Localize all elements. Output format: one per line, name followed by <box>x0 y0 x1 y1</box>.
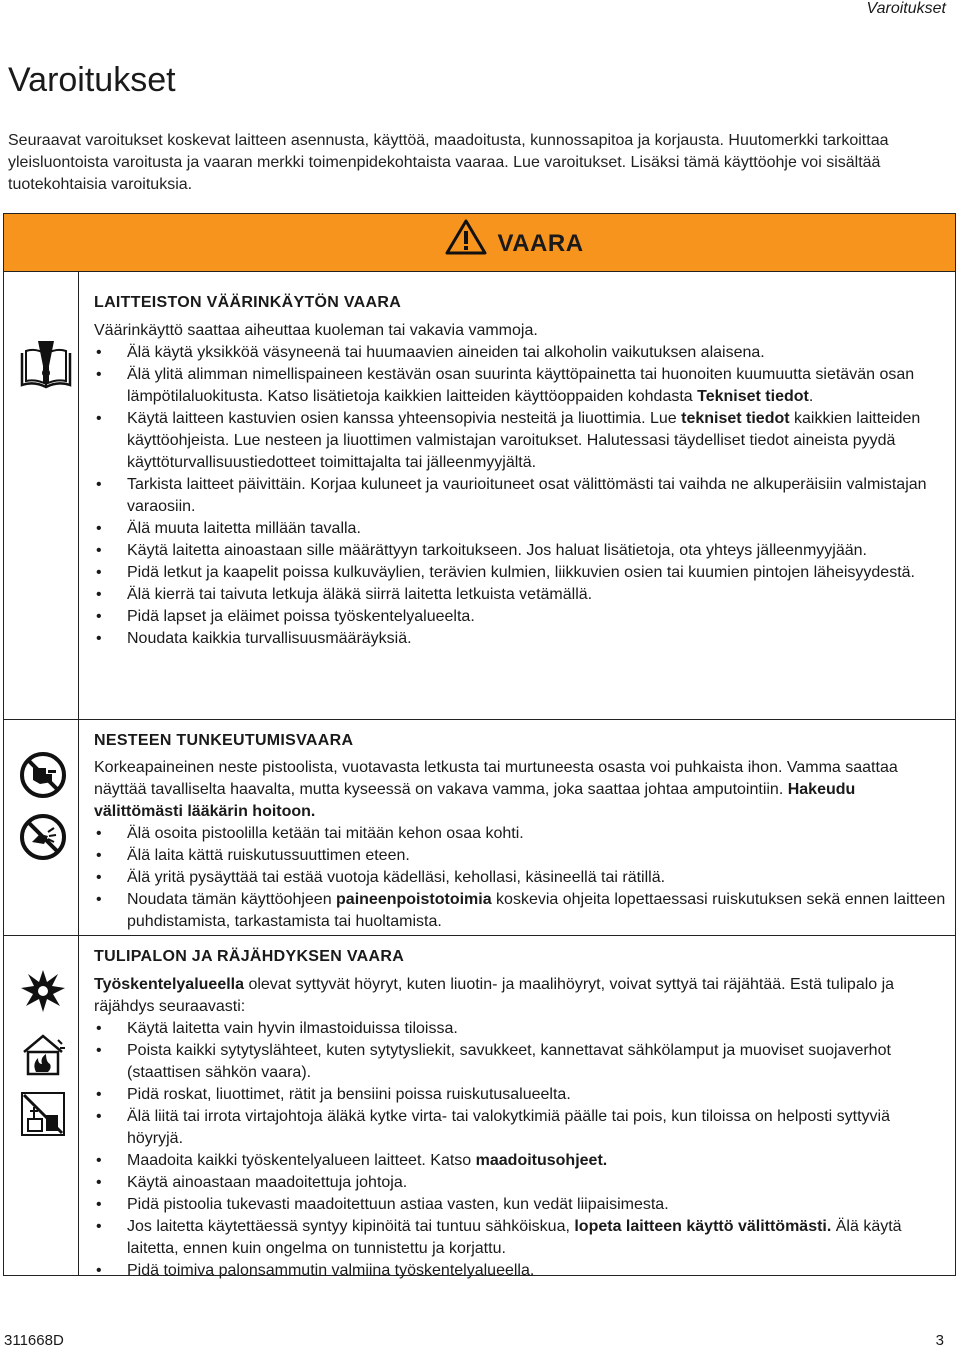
fire-icon-cell <box>4 936 79 1275</box>
list-item: • Noudata tämän käyttöohjeen paineenpoistotoimia koskevia ohjeita lopettaessasi ruiskutuksen sekä ennen laitteen puhdistamista, tarkastamista tai huoltamista. <box>94 889 947 933</box>
misuse-icon-cell <box>4 272 79 719</box>
list-item: • Pidä pistoolia tukevasti maadoitettuun astiaa vasten, kun vedät liipaisimesta. <box>94 1194 947 1216</box>
no-spray-at-body-icon <box>18 812 68 862</box>
fire-hazard-row <box>4 936 955 1279</box>
list-item: • Älä ylitä alimman nimellispaineen kestävän osan suurinta käyttöpainetta tai huonoiten kuumuutta sietävän osan lämpötilaluokitusta. Katso lisätietoja kaikkien laitteiden käyttöoppaiden kohdasta Tekniset tiedot. <box>94 364 947 408</box>
injection-lead: Korkeapaineinen neste pistoolista, vuotavasta letkusta tai murtuneesta osasta voi puhkaista ihon. Vamma saattaa näyttää tavalliselta haavalta, mutta kyseessä on vakava vamma, joka saattaa johtaa amputointiin. Hakeudu välittömästi lääkärin hoitoon. <box>94 759 898 820</box>
list-item: • Käytä laitetta vain hyvin ilmastoiduissa tiloissa. <box>94 1018 947 1040</box>
list-item: • Noudata kaikkia turvallisuusmääräyksiä. <box>94 628 947 650</box>
injection-hazard-row <box>4 720 955 936</box>
list-item: • Poista kaikki sytytyslähteet, kuten sytytysliekit, savukkeet, kannettavat sähkölamput ja muoviset suojaverhot (staattisen sähkön vaara). <box>94 1040 947 1084</box>
no-hand-on-spray-icon <box>18 750 68 800</box>
danger-banner <box>4 214 955 272</box>
misuse-hazard-row <box>4 272 955 720</box>
explosion-icon <box>18 966 68 1016</box>
warning-table <box>3 213 956 1279</box>
list-item: • Pidä letkut ja kaapelit poissa kulkuväylien, terävien kulmien, liikkuvien osien tai kuumien pintojen läheisyydestä. <box>94 562 947 584</box>
list-item: • Pidä toimiva palonsammutin valmiina työskentelyalueella. <box>94 1260 947 1282</box>
list-item: • Maadoita kaikki työskentelyalueen laitteet. Katso maadoitusohjeet. <box>94 1150 947 1172</box>
fire-title: TULIPALON JA RÄJÄHDYKSEN VAARA <box>94 948 405 965</box>
running-head: Varoitukset <box>866 0 946 17</box>
document-number: 311668D <box>4 1332 64 1349</box>
list-item: • Jos laitetta käytettäessä syntyy kipinöitä tai tuntuu sähköiskua, lopeta laitteen käyttö välittömästi. Älä käytä laitetta, ennen kuin ongelma on tunnistettu ja korjattu. <box>94 1216 947 1260</box>
fire-bullet-list <box>94 1018 947 1282</box>
page-title: Varoitukset <box>8 61 176 99</box>
banner-title: VAARA <box>497 229 584 257</box>
injection-icon-cell <box>4 720 79 935</box>
fire-house-icon <box>18 1028 68 1078</box>
list-item: • Pidä roskat, liuottimet, rätit ja bensiini poissa ruiskutusalueelta. <box>94 1084 947 1106</box>
list-item: • Älä liitä tai irrota virtajohtoja äläkä kytke virta- tai valokytkimiä päälle tai pois, kun tiloissa on helposti syttyviä höyryjä. <box>94 1106 947 1150</box>
list-item: • Älä osoita pistoolilla ketään tai mitään kehon osaa kohti. <box>94 823 947 845</box>
page-number: 3 <box>935 1332 944 1349</box>
fire-lead: Työskentelyalueella olevat syttyvät höyryt, kuten liuotin- ja maalihöyryt, voivat syttyä tai räjähtää. Estä tulipalo ja räjähdys seuraavasti: <box>94 976 895 1015</box>
no-smoking-flames-icon <box>18 1089 68 1139</box>
list-item: • Käytä laitteen kastuvien osien kanssa yhteensopivia nesteitä ja liuottimia. Lue tekniset tiedot kaikkien laitteiden käyttöohjeista. Lue nesteen ja liuottimen valmistajan varoitukset. Halutessasi täydelliset tiedot aineista pyydä käyttöturvallisuustiedotteet toimittajalta tai jälleenmyyjältä. <box>94 408 947 474</box>
injection-bullet-list <box>94 823 947 933</box>
misuse-title: LAITTEISTON VÄÄRINKÄYTÖN VAARA <box>94 294 402 311</box>
warning-triangle-icon <box>445 219 487 255</box>
misuse-lead: Väärinkäyttö saattaa aiheuttaa kuoleman tai vakavia vammoja. <box>94 322 538 339</box>
list-item: • Tarkista laitteet päivittäin. Korjaa kuluneet ja vaurioituneet osat välittömästi tai vaihda ne alkuperäisiin valmistajan varaosiin. <box>94 474 947 518</box>
list-item: • Älä laita kättä ruiskutussuuttimen eteen. <box>94 845 947 867</box>
list-item: • Pidä lapset ja eläimet poissa työskentelyalueelta. <box>94 606 947 628</box>
injection-title: NESTEEN TUNKEUTUMISVAARA <box>94 732 354 749</box>
list-item: • Älä kierrä tai taivuta letkuja äläkä siirrä laitetta letkuista vetämällä. <box>94 584 947 606</box>
list-item: • Älä yritä pysäyttää tai estää vuotoja kädelläsi, kehollasi, käsineellä tai rätillä. <box>94 867 947 889</box>
list-item: • Älä käytä yksikköä väsyneenä tai huumaavien aineiden tai alkoholin vaikutuksen alaisena. <box>94 342 947 364</box>
read-manual-icon <box>18 339 74 391</box>
list-item: • Käytä laitetta ainoastaan sille määrättyyn tarkoitukseen. Jos haluat lisätietoja, ota yhteys jälleenmyyjään. <box>94 540 947 562</box>
intro-paragraph: Seuraavat varoitukset koskevat laitteen asennusta, käyttöä, maadoitusta, kunnossapitoa ja korjausta. Huutomerkki tarkoittaa yleisluontoista varoitusta ja vaaran merkki toimenpidekohtaista vaaraa. Lue varoitukset. Lisäksi tämä käyttöohje voi sisältää tuotekohtaisia varoituksia. <box>8 132 889 193</box>
list-item: • Älä muuta laitetta millään tavalla. <box>94 518 947 540</box>
misuse-bullet-list <box>94 342 947 650</box>
list-item: • Käytä ainoastaan maadoitettuja johtoja. <box>94 1172 947 1194</box>
